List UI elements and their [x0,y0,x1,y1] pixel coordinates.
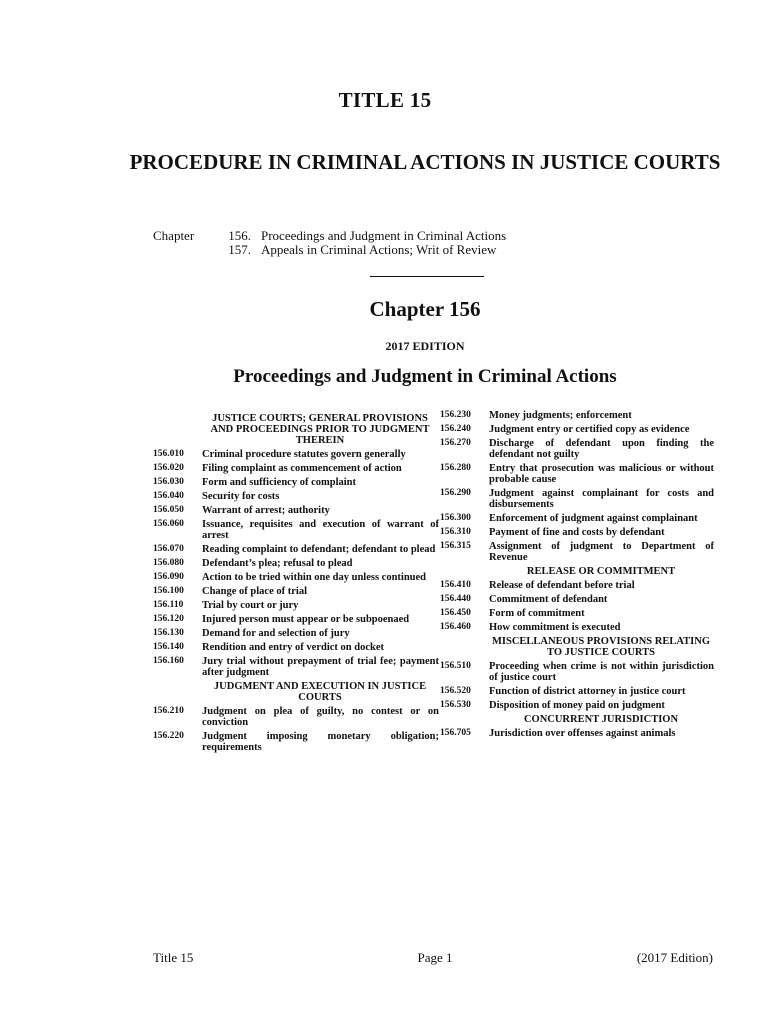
toc-left-column [153,410,439,756]
edition-label: 2017 EDITION [385,339,465,353]
section-title: Security for costs [202,491,280,502]
section-title: Rendition and entry of verdict on docket [202,642,384,653]
toc-entry [440,438,714,460]
section-number: 156.310 [440,527,471,537]
chapter-list-row [153,229,506,243]
toc-entry [440,580,714,591]
toc-entry [153,558,439,569]
section-number: 156.030 [153,477,184,487]
section-title: Proceeding when crime is not within jurisdiction of justice court [489,661,714,683]
divider-rule [370,276,484,277]
section-number: 156.230 [440,410,471,420]
toc-entry [440,488,714,510]
toc-section-heading: CONCURRENT JURISDICTION [523,714,679,725]
toc-entry [153,706,439,728]
chapter-name: Appeals in Criminal Actions; Writ of Review [261,242,497,257]
section-title: Judgment on plea of guilty, no contest or on conviction [202,706,439,728]
footer-title: Title 15 [153,950,194,965]
toc-entry [153,614,439,625]
section-title: Judgment against complainant for costs and disbursements [489,488,714,510]
toc-entry [440,541,714,563]
section-title: Disposition of money paid on judgment [489,700,665,711]
section-number: 156.530 [440,700,471,710]
section-number: 156.280 [440,463,471,473]
main-title: PROCEDURE IN CRIMINAL ACTIONS IN JUSTICE COURTS [129,150,721,174]
section-number: 156.440 [440,594,471,604]
section-number: 156.270 [440,438,471,448]
toc-entry [440,424,714,435]
section-number: 156.510 [440,661,471,671]
toc-entry [440,527,714,538]
section-number: 156.450 [440,608,471,618]
section-number: 156.220 [153,731,184,741]
section-number: 156.100 [153,586,184,596]
section-title: Commitment of defendant [489,594,608,605]
toc-section-heading: JUSTICE COURTS; GENERAL PROVISIONS AND PROCEEDINGS PRIOR TO JUDGMENT THEREIN [210,413,430,446]
section-title: Entry that prosecution was malicious or without probable cause [489,463,714,485]
section-title: Enforcement of judgment against complainant [489,513,698,524]
toc-entry [153,600,439,611]
section-title: Judgment imposing monetary obligation; requirements [202,731,439,753]
section-number: 156.300 [440,513,471,523]
section-number: 156.090 [153,572,184,582]
section-title: Filing complaint as commencement of action [202,463,402,474]
toc-entry [153,572,439,583]
toc-entry [440,661,714,683]
section-title: Judgment entry or certified copy as evidence [489,424,690,435]
section-title: Jury trial without prepayment of trial fee; payment after judgment [202,656,439,678]
toc-entry [153,491,439,502]
section-number: 156.050 [153,505,184,515]
chapter-title: Proceedings and Judgment in Criminal Actions [233,366,617,387]
toc-entry [440,728,714,739]
toc-entry [153,642,439,653]
section-number: 156.240 [440,424,471,434]
toc-entry [440,608,714,619]
toc-entry [440,594,714,605]
section-title: Injured person must appear or be subpoenaed [202,614,410,625]
chapter-number: 157. [228,242,251,257]
toc-entry [153,628,439,639]
section-number: 156.080 [153,558,184,568]
section-title: Money judgments; enforcement [489,410,632,421]
section-title: Form of commitment [489,608,585,619]
section-number: 156.020 [153,463,184,473]
section-number: 156.520 [440,686,471,696]
toc-section-heading: JUDGMENT AND EXECUTION IN JUSTICE COURTS [213,681,427,703]
toc-section-heading: RELEASE OR COMMITMENT [526,566,676,577]
section-title: Change of place of trial [202,586,307,597]
toc-entry [440,513,714,524]
section-number: 156.040 [153,491,184,501]
section-number: 156.705 [440,728,471,738]
footer-page-number: Page 1 [417,950,453,965]
section-number: 156.290 [440,488,471,498]
section-number: 156.010 [153,449,184,459]
footer-edition: (2017 Edition) [636,950,713,965]
section-number: 156.210 [153,706,184,716]
section-title: Warrant of arrest; authority [202,505,330,516]
section-title: Reading complaint to defendant; defendant to plead [202,544,436,555]
section-number: 156.315 [440,541,471,551]
section-number: 156.460 [440,622,471,632]
section-title: Assignment of judgment to Department of Revenue [489,541,714,563]
toc-entry [153,463,439,474]
section-title: Release of defendant before trial [489,580,635,591]
toc-entry [153,449,439,460]
toc-entry [440,463,714,485]
toc-entry [153,544,439,555]
toc-right-column [440,410,714,742]
section-number: 156.110 [153,600,184,610]
section-number: 156.120 [153,614,184,624]
toc-entry [440,700,714,711]
section-title: Action to be tried within one day unless continued [202,572,427,583]
toc-entry [153,731,439,753]
section-title: How commitment is executed [489,622,621,633]
toc-entry [153,519,439,541]
section-title: Form and sufficiency of complaint [202,477,356,488]
toc-entry [153,505,439,516]
chapter-name: Proceedings and Judgment in Criminal Actions [261,228,507,243]
section-number: 156.160 [153,656,184,666]
section-title: Payment of fine and costs by defendant [489,527,665,538]
section-number: 156.070 [153,544,184,554]
section-number: 156.130 [153,628,184,638]
toc-entry [153,477,439,488]
toc-entry [153,656,439,678]
section-number: 156.060 [153,519,184,529]
chapter-heading: Chapter 156 [369,297,481,321]
chapter-label-spacer [153,243,213,257]
chapter-list [153,229,506,257]
toc-entry [440,410,714,421]
section-title: Trial by court or jury [202,600,299,611]
toc-entry [153,586,439,597]
section-title: Demand for and selection of jury [202,628,350,639]
toc-entry [440,622,714,633]
toc-section-heading: MISCELLANEOUS PROVISIONS RELATING TO JUSTICE COURTS [491,636,711,658]
section-number: 156.410 [440,580,471,590]
toc-entry [440,686,714,697]
chapter-list-row [153,243,506,257]
chapter-label: Chapter [153,228,195,243]
section-title: Jurisdiction over offenses against animals [489,728,676,739]
section-title: Defendant’s plea; refusal to plead [202,558,353,569]
section-title: Issuance, requisites and execution of warrant of arrest [202,519,439,541]
section-title: Criminal procedure statutes govern generally [202,449,406,460]
chapter-number: 156. [228,228,251,243]
section-number: 156.140 [153,642,184,652]
section-title: Discharge of defendant upon finding the defendant not guilty [489,438,714,460]
title-heading: TITLE 15 [338,88,432,112]
section-title: Function of district attorney in justice court [489,686,686,697]
